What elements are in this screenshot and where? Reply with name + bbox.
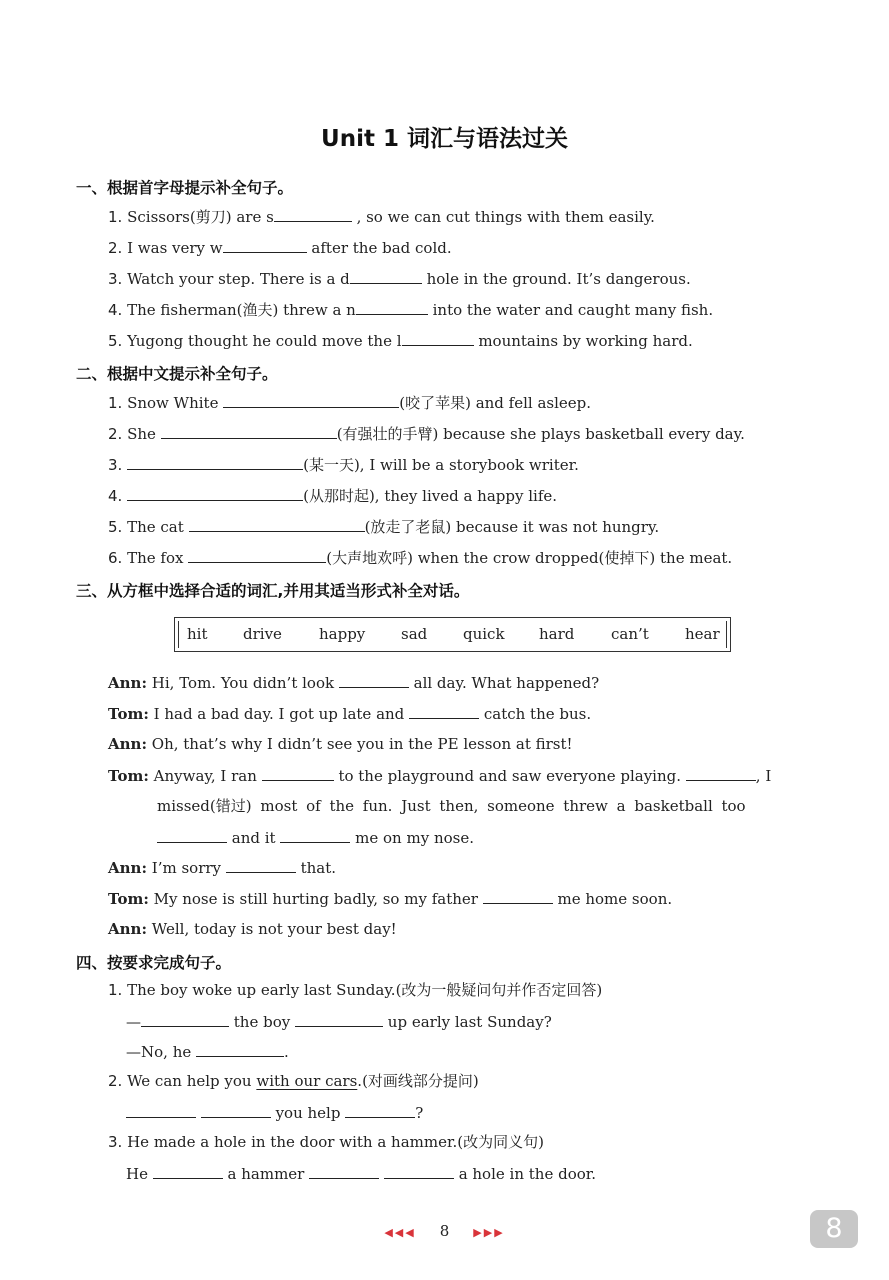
s2-question-5: 5. The cat (放走了老鼠) because it was not hungry.	[108, 518, 660, 536]
answer-blank[interactable]	[157, 827, 227, 843]
page-number-badge: 8	[810, 1210, 858, 1248]
left-arrows-icon: ◀◀◀	[384, 1226, 416, 1239]
page-footer	[0, 1222, 889, 1240]
dialogue-line-6: Tom: My nose is still hurting badly, so my father me home soon.	[108, 890, 673, 908]
answer-blank[interactable]	[126, 1102, 196, 1118]
s4-question-1-line-a: — the boy up early last Sunday?	[126, 1013, 552, 1031]
word-bank-item: hear	[685, 625, 720, 643]
s4-question-2: 2. We can help you with our cars.(对画线部分提问)	[108, 1072, 479, 1090]
right-arrows-icon: ▶▶▶	[473, 1226, 505, 1239]
page-title: Unit 1 词汇与语法过关	[321, 126, 568, 152]
dialogue-line-7: Ann: Well, today is not your best day!	[108, 920, 397, 938]
word-bank-item: quick	[463, 625, 505, 643]
dialogue-line-2: Tom: I had a bad day. I got up late and catch the bus.	[108, 705, 592, 723]
dialogue-line-1: Ann: Hi, Tom. You didn’t look all day. What happened?	[108, 674, 600, 692]
answer-blank[interactable]	[409, 703, 479, 719]
s2-question-3: 3. (某一天), I will be a storybook writer.	[108, 456, 579, 474]
word-bank-item: hit	[187, 625, 208, 643]
answer-blank[interactable]	[309, 1163, 379, 1179]
s1-question-3: 3. Watch your step. There is a d hole in the ground. It’s dangerous.	[108, 270, 691, 288]
s2-question-6: 6. The fox (大声地欢呼) when the crow dropped(使掉下) the meat.	[108, 549, 733, 567]
dialogue-line-5: Ann: I’m sorry that.	[108, 859, 337, 877]
s4-question-1-line-b: —No, he .	[126, 1043, 289, 1061]
answer-blank[interactable]	[345, 1102, 415, 1118]
answer-blank[interactable]	[483, 888, 553, 904]
page-number: 8	[439, 1222, 450, 1240]
section-2-heading: 二、根据中文提示补全句子。	[76, 365, 278, 383]
answer-blank[interactable]	[223, 392, 399, 408]
answer-blank[interactable]	[127, 454, 303, 470]
answer-blank[interactable]	[223, 237, 307, 253]
dialogue-line-4: Tom: Anyway, I ran to the playground and saw everyone playing. , I	[108, 767, 772, 785]
answer-blank[interactable]	[188, 547, 326, 563]
answer-blank[interactable]	[339, 672, 409, 688]
section-4-heading: 四、按要求完成句子。	[76, 954, 232, 972]
answer-blank[interactable]	[127, 485, 303, 501]
s1-question-1: 1. Scissors(剪刀) are s , so we can cut things with them easily.	[108, 208, 655, 226]
s4-question-3-answer: He a hammer a hole in the door.	[126, 1165, 597, 1183]
word-bank-item: drive	[243, 625, 282, 643]
s4-question-1: 1. The boy woke up early last Sunday.(改为一般疑问句并作否定回答)	[108, 981, 603, 999]
s2-question-2: 2. She (有强壮的手臂) because she plays basketball every day.	[108, 425, 745, 443]
answer-blank[interactable]	[295, 1011, 383, 1027]
dialogue-line-3: Ann: Oh, that’s why I didn’t see you in the PE lesson at first!	[108, 735, 573, 753]
section-3-heading: 三、从方框中选择合适的词汇,并用其适当形式补全对话。	[76, 582, 470, 600]
answer-blank[interactable]	[196, 1041, 284, 1057]
underlined-phrase: with our cars	[256, 1072, 358, 1090]
s1-question-2: 2. I was very w after the bad cold.	[108, 239, 452, 257]
s4-question-3: 3. He made a hole in the door with a hammer.(改为同义句)	[108, 1133, 544, 1151]
s2-question-1: 1. Snow White (咬了苹果) and fell asleep.	[108, 394, 592, 412]
dialogue-line-4-continued: missed(错过) most of the fun. Just then, someone threw a basketball too	[157, 797, 746, 815]
word-bank-box	[174, 617, 731, 652]
answer-blank[interactable]	[280, 827, 350, 843]
dialogue-line-4-end: and it me on my nose.	[157, 827, 474, 848]
answer-blank[interactable]	[161, 423, 337, 439]
answer-blank[interactable]	[141, 1011, 229, 1027]
answer-blank[interactable]	[201, 1102, 271, 1118]
answer-blank[interactable]	[262, 765, 334, 781]
word-bank-item: sad	[401, 625, 428, 643]
s4-question-2-answer: you help ?	[126, 1102, 423, 1123]
section-1-heading: 一、根据首字母提示补全句子。	[76, 179, 294, 197]
s1-question-5: 5. Yugong thought he could move the l mountains by working hard.	[108, 332, 693, 350]
answer-blank[interactable]	[226, 857, 296, 873]
answer-blank[interactable]	[153, 1163, 223, 1179]
answer-blank[interactable]	[274, 206, 352, 222]
word-bank-item: can’t	[611, 625, 649, 643]
answer-blank[interactable]	[189, 516, 365, 532]
word-bank-item: hard	[539, 625, 575, 643]
s1-question-4: 4. The fisherman(渔夫) threw a n into the water and caught many fish.	[108, 301, 714, 319]
answer-blank[interactable]	[356, 299, 428, 315]
answer-blank[interactable]	[402, 330, 474, 346]
answer-blank[interactable]	[350, 268, 422, 284]
s2-question-4: 4. (从那时起), they lived a happy life.	[108, 487, 558, 505]
answer-blank[interactable]	[384, 1163, 454, 1179]
word-bank-item: happy	[319, 625, 366, 643]
answer-blank[interactable]	[686, 765, 756, 781]
